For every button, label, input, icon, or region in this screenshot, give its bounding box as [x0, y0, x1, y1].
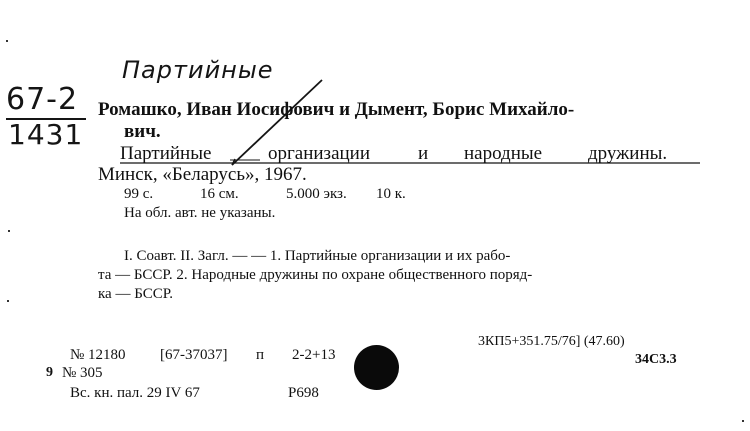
punch-hole [354, 345, 399, 390]
title-word-2: организации [268, 143, 371, 164]
registration-date: Вс. кн. пал. 29 IV 67 [70, 385, 200, 401]
title-word-4: народные [464, 143, 543, 164]
title-word-5: дружины. [588, 143, 668, 164]
handwritten-subject: Партийные [122, 56, 274, 84]
scan-speck [8, 230, 10, 232]
author-sign: 34С3.3 [635, 352, 677, 367]
series-prefix: 9 [46, 365, 53, 380]
subjects-line-2: та — БССР. 2. Народные дружины по охране общественного поряд- [98, 267, 533, 283]
title-word-3: и [418, 143, 429, 164]
subjects-line-1: I. Соавт. II. Загл. — — 1. Партийные организации и их рабо- [124, 248, 511, 264]
scan-speck [7, 300, 9, 302]
type-code: 2-2+13 [292, 347, 336, 363]
imprint: Минск, «Беларусь», 1967. [98, 164, 307, 185]
title-word-1: Партийные [120, 143, 212, 164]
order-code: [67-37037] [160, 347, 228, 363]
handwritten-call-number-bottom: 1431 [8, 118, 84, 151]
copies: 5.000 экз. [286, 186, 347, 202]
price: 10 к. [376, 186, 406, 202]
press-code: Р698 [288, 385, 319, 401]
size: 16 см. [200, 186, 239, 202]
subjects-line-3: ка — БССР. [98, 286, 173, 302]
classification-index: 3КП5+351.75/76] (47.60) [478, 334, 625, 349]
author-heading-line1: Ромашко, Иван Иосифович и Дымент, Борис Михайло- [98, 99, 575, 120]
letter-code: п [256, 347, 265, 363]
author-heading-line2: вич. [124, 121, 161, 142]
handwritten-call-number-top: 67-2 [6, 82, 79, 117]
scan-speck [6, 40, 8, 42]
scan-speck [742, 420, 744, 422]
series-number: № 305 [62, 365, 103, 381]
note: На обл. авт. не указаны. [124, 205, 276, 221]
pages: 99 с. [124, 186, 154, 202]
card-number: № 12180 [70, 347, 126, 363]
